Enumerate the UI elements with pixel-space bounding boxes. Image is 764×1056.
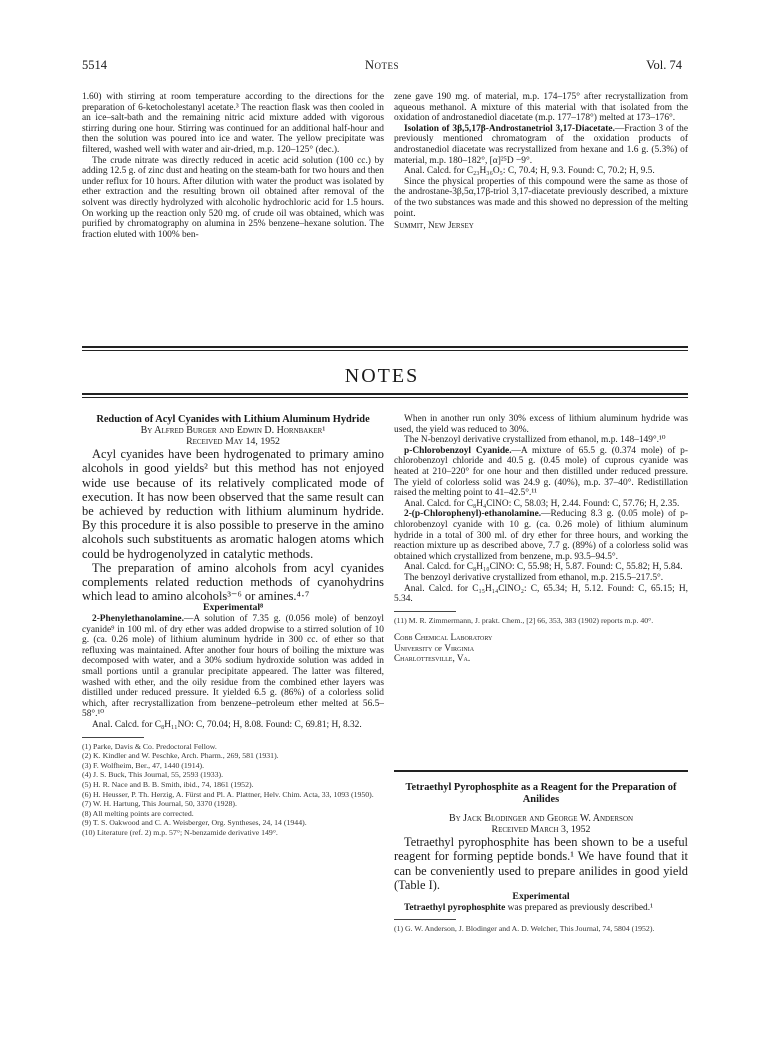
- volume-label: Vol. 74: [646, 58, 682, 72]
- paragraph-body: —A mixture of 65.5 g. (0.374 mole) of p-chlorobenzoyl chloride and 40.5 g. (0.45 mole) of cuprous cyanide was heated at 210–220° for one hour and then distilled under reduced pressure. The yield of colorless solid was 24.9 g. (40%), m.p. 37–40°. Redistillation raised the melting point to 41–42.5°.¹¹: [394, 445, 688, 499]
- footnotes: [82, 742, 384, 838]
- footnote: (5) H. R. Nace and B. B. Smith, ibid., 74, 1861 (1952).: [82, 779, 254, 789]
- article-title: Reduction of Acyl Cyanides with Lithium Aluminum Hydride: [96, 414, 370, 425]
- running-title: Notes: [364, 58, 400, 72]
- paragraph: The N-benzoyl derivative crystallized from ethanol, m.p. 148–149°.¹⁰: [404, 435, 666, 446]
- footnote: (3) F. Wolfheim, Ber., 47, 1440 (1914).: [82, 760, 205, 770]
- article-divider: [394, 770, 688, 772]
- footnote: (8) All melting points are corrected.: [82, 808, 194, 818]
- experimental-heading: Experimental⁸: [202, 602, 264, 614]
- paragraph: The crude nitrate was directly reduced in acetic acid solution (100 cc.) by adding 12.5 g. of zinc dust and heating on the steam-bath for two hours and then under reflux for 10 hours. After dilution with water the product was isolated by ether extraction and the resulting brown oil obtained after removal of the solvent was directly hydrolyzed with alcoholic hydrochloric acid for 1.5 hours. On working up the reaction only 520 mg. of crude oil was obtained, which was purified by chromatography on alumina in 25% benzene–hexane solution. The fraction eluted with 100% ben-: [82, 155, 384, 240]
- article2-column: [394, 782, 688, 934]
- article1-left-column: [82, 414, 384, 837]
- analysis-line: Anal. Calcd. for C₈H₁₀ClNO: C, 55.98; H, 5.87. Found: C, 55.82; H, 5.84.: [404, 562, 683, 573]
- paragraph-body: —Reducing 8.3 g. (0.05 mole) of p-chlorobenzoyl cyanide with 10 g. (ca. 0.26 mole) of lithium aluminum hydride in a total of 300 ml. of dry ether for three hours, and working the reaction mixture up as described above, 7.7 g. (89%) of a colorless solid was obtained which crystallized from benzene, m.p. 93.5–94.5°.: [394, 509, 688, 562]
- analysis-line: Anal. Calcd. for C₁₅H₁₄ClNO₂: C, 65.34; H, 5.12. Found: C, 65.15; H, 5.34.: [394, 583, 688, 605]
- byline: By Alfred Burger and Edwin D. Hornbaker¹: [140, 425, 326, 436]
- subheading: 2-Phenylethanolamine.: [92, 614, 184, 625]
- section-title: NOTES: [344, 365, 420, 387]
- intro-paragraph: Tetraethyl pyrophosphite has been shown to be a useful reagent for forming peptide bonds.¹ We have found that it can be conveniently used to prepare anilides in good yield (Table I).: [394, 835, 688, 892]
- article-title: Tetraethyl Pyrophosphite as a Reagent for the Preparation of Anilides: [405, 782, 677, 805]
- affiliation-line: Charlottesville, Va.: [394, 653, 471, 664]
- affiliation-line: Cobb Chemical Laboratory: [394, 632, 493, 643]
- experimental-heading: Experimental: [512, 891, 570, 902]
- footnote: (2) K. Kindler and W. Peschke, Arch. Pharm., 269, 581 (1931).: [82, 751, 279, 761]
- byline: By Jack Blodinger and George W. Anderson: [448, 813, 634, 824]
- footnote: (1) G. W. Anderson, J. Blodinger and A. D. Welcher, This Journal, 74, 5804 (1952).: [394, 924, 655, 934]
- section-rule-bottom-thin: [82, 397, 688, 398]
- paragraph-body: —Fraction 3 of the previously mentioned chromatogram of the oxidation products of androstanediol diacetate was recrystallized from hexane and 1.6 g. (5.3%) of material, m.p. 180–182°, [α]²⁵D −9°.: [394, 123, 688, 166]
- section-rule-top-thin: [82, 350, 688, 351]
- paragraph: The benzoyl derivative crystallized from ethanol, m.p. 215.5–217.5°.: [404, 572, 664, 583]
- subheading: Tetraethyl pyrophosphite: [404, 902, 506, 913]
- analysis-line: Anal. Calcd. for C₈H₁₁NO: C, 70.04; H, 8.08. Found: C, 69.81; H, 8.32.: [92, 719, 362, 730]
- paragraph-body: was prepared as previously described.¹: [505, 902, 653, 913]
- footnote: (6) H. Heusser, P. Th. Herzig, A. Fürst and Pl. A. Plattner, Helv. Chim. Acta, 33, 1093 (1950).: [82, 789, 374, 799]
- footnote: (1) Parke, Davis & Co. Predoctoral Fellow.: [82, 741, 217, 751]
- subheading: Isolation of 3β,5,17β-Androstanetriol 3,17-Diacetate.: [404, 123, 615, 134]
- intro-paragraph: The preparation of amino alcohols from acyl cyanides complements related reduction methods of cyanohydrins which lead to amino alcohols³⁻⁶ or amines.⁴·⁷: [82, 560, 384, 604]
- paragraph: Since the physical properties of this compound were the same as those of the androstane-3β,5α,17β-triol 3,17-diacetate previously described, a mixture of the two substances was made and this showed no depression of the melting point.: [394, 176, 688, 219]
- article1-right-column: [394, 414, 688, 664]
- footnote-rule: [82, 737, 144, 738]
- top-left-column: [82, 92, 384, 240]
- affiliation-line: University of Virginia: [394, 642, 475, 653]
- footnote-rule: [394, 919, 456, 920]
- received-date: Received March 3, 1952: [491, 823, 591, 835]
- paragraph: 1.60) with stirring at room temperature according to the directions for the preparation of 6-ketocholestanyl acetate.³ The reaction flask was then cooled in an ice–salt-bath and the remaining nitric acid mixture added with vigorous stirring during one hour. Stirring was continued for an additional half-hour and then the solution was poured into ice and water. The yellow precipitate was filtered, washed well with water and air-dried, m.p. 120–125° (dec.).: [82, 92, 384, 155]
- section-rule-top: [82, 346, 688, 348]
- page-number: 5514: [82, 58, 107, 72]
- paragraph-body: —A solution of 7.35 g. (0.056 mole) of benzoyl cyanide⁹ in 100 ml. of dry ether was added dropwise to a stirred solution of 10 g. (ca. 0.26 mole) of lithium aluminum hydride in 300 cc. of ether so that refluxing was maintained. After another four hours of boiling the mixture was decomposed with water, and a 30% sodium hydroxide solution was added in small portions until a granular precipitate appeared. The latter was filtered, washed with ether, and the oily residue from the combined ether layers was distilled under reduced pressure. It yielded 6.5 g. (86%) of a colorless solid which, after recrystallization from benzene–petroleum ether melted at 56.5–58°.¹⁰: [82, 614, 384, 720]
- received-date: Received May 14, 1952: [186, 435, 280, 447]
- footnote: (10) Literature (ref. 2) m.p. 57°; N-benzamide derivative 149°.: [82, 827, 278, 837]
- subheading: p-Chlorobenzoyl Cyanide.: [404, 445, 512, 456]
- analysis-line: Anal. Calcd. for C₂₃H₃₆O₅: C, 70.4; H, 9.3. Found: C, 70.2; H, 9.5.: [404, 166, 655, 177]
- paragraph: When in another run only 30% excess of lithium aluminum hydride was used, the yield was reduced to 30%.: [394, 414, 688, 435]
- running-header: [82, 58, 682, 74]
- footnote-rule: [394, 611, 456, 612]
- footnote: (9) T. S. Oakwood and C. A. Weisberger, Org. Syntheses, 24, 14 (1944).: [82, 818, 307, 828]
- location: Summit, New Jersey: [394, 221, 474, 232]
- subheading: 2-(p-Chlorophenyl)-ethanolamine.: [404, 509, 542, 520]
- footnote: (4) J. S. Buck, This Journal, 55, 2593 (1933).: [82, 770, 224, 780]
- intro-paragraph: Acyl cyanides have been hydrogenated to primary amino alcohols in good yields² but this method has not enjoyed wide use because of its relatively complicated mode of execution. It has now been observed that the same result can be achieved by reduction with lithium aluminum hydride. By this procedure it is also possible to preserve in the amino alcohols such substituents as aromatic halogen atoms which could be hydrogenolyzed in catalytic methods.: [82, 447, 384, 561]
- footnote: (11) M. R. Zimmermann, J. prakt. Chem., [2] 66, 353, 383 (1902) reports m.p. 40°.: [394, 615, 654, 625]
- top-right-column: [394, 92, 688, 232]
- paragraph: zene gave 190 mg. of material, m.p. 174–175° after recrystallization from aqueous methanol. A mixture of this material with that isolated from the oxidation of androstanediol diacetate (m.p. 177–178°) melted at 173–176°.: [394, 92, 688, 124]
- affiliation: [394, 632, 688, 663]
- section-rule-bottom: [82, 393, 688, 395]
- footnote: (7) W. H. Hartung, This Journal, 50, 3370 (1928).: [82, 799, 237, 809]
- analysis-line: Anal. Calcd. for C₈H₄ClNO: C, 58.03; H, 2.44. Found: C, 57.76; H, 2.35.: [404, 498, 680, 509]
